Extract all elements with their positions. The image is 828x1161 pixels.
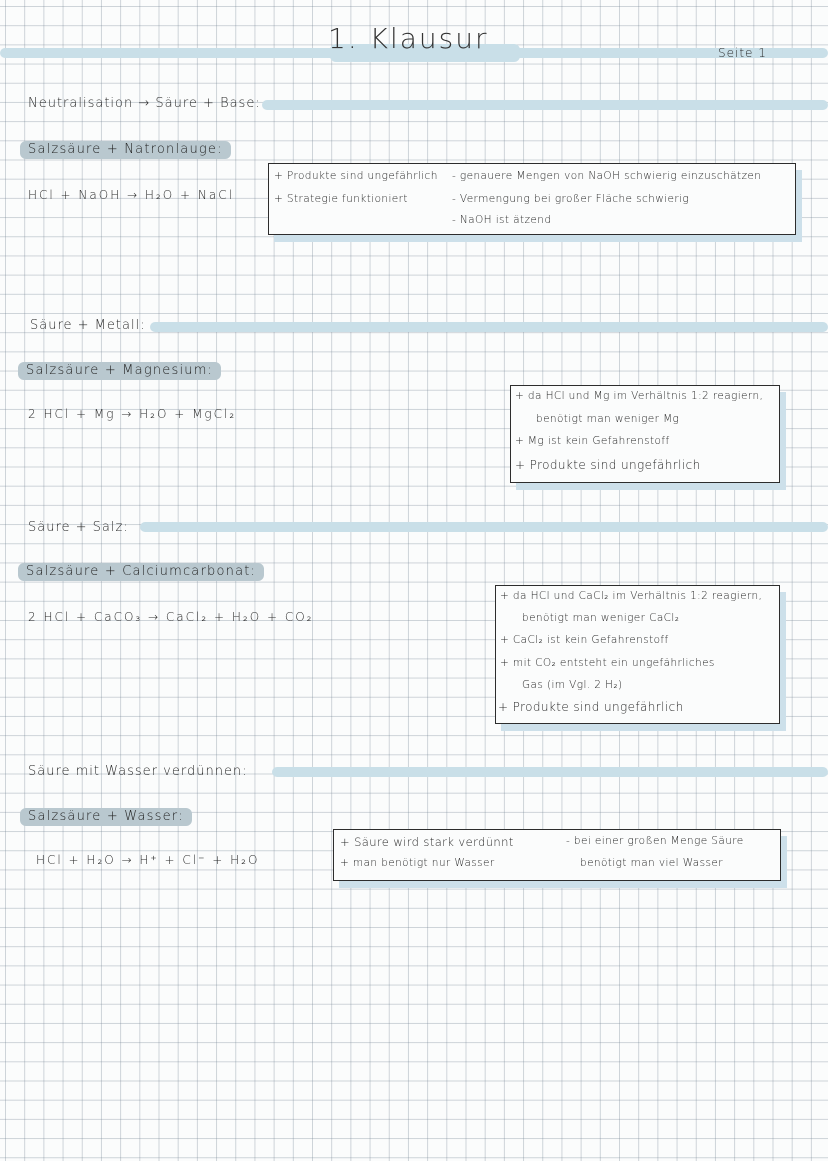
- box-line: + da HCl und CaCl₂ im Verhältnis 1:2 reagiern,: [500, 590, 763, 602]
- equation: 2 HCl + CaCO₃ → CaCl₂ + H₂O + CO₂: [28, 610, 314, 624]
- example-label: Salzsäure + Magnesium:: [18, 362, 221, 380]
- equation: HCl + H₂O → H⁺ + Cl⁻ + H₂O: [36, 853, 260, 867]
- box-line: + Produkte sind ungefährlich: [498, 700, 684, 714]
- box-line: benötigt man weniger CaCl₂: [522, 612, 680, 624]
- equation: 2 HCl + Mg → H₂O + MgCl₂: [28, 407, 237, 421]
- box-line: + da HCl und Mg im Verhältnis 1:2 reagiern,: [515, 390, 764, 402]
- section-heading-neutralisation: Neutralisation → Säure + Base:: [28, 96, 261, 111]
- box-line: + Mg ist kein Gefahrenstoff: [515, 435, 670, 447]
- section-heading-salz: Säure + Salz:: [28, 520, 129, 535]
- equation: HCl + NaOH → H₂O + NaCl: [28, 188, 234, 202]
- section-stripe: [150, 322, 828, 332]
- box-line: + mit CO₂ entsteht ein ungefährliches: [500, 657, 715, 669]
- example-label: Salzsäure + Calciumcarbonat:: [18, 563, 264, 581]
- section-stripe: [262, 100, 828, 110]
- box-line-pro: + man benötigt nur Wasser: [340, 857, 495, 869]
- section-heading-metall: Säure + Metall:: [30, 318, 146, 333]
- box-line-con: - NaOH ist ätzend: [452, 214, 552, 226]
- box-line: + Produkte sind ungefährlich: [515, 458, 701, 472]
- box-line-pro: + Säure wird stark verdünnt: [340, 835, 514, 849]
- page-label: Seite 1: [718, 46, 767, 60]
- box-line-pro: + Produkte sind ungefährlich: [274, 170, 438, 182]
- box-line-con: - Vermengung bei großer Fläche schwierig: [452, 193, 690, 205]
- example-label: Salzsäure + Wasser:: [20, 808, 192, 826]
- box-line-con: - bei einer großen Menge Säure: [566, 835, 744, 847]
- box-line-con: benötigt man viel Wasser: [580, 857, 723, 869]
- section-stripe: [272, 767, 828, 777]
- box-line-con: - genauere Mengen von NaOH schwierig einzuschätzen: [452, 170, 762, 182]
- section-stripe: [140, 522, 828, 532]
- section-heading-wasser: Säure mit Wasser verdünnen:: [28, 764, 248, 779]
- box-line: benötigt man weniger Mg: [536, 413, 680, 425]
- box-line: Gas (im Vgl. 2 H₂): [522, 679, 623, 691]
- example-label: Salzsäure + Natronlauge:: [20, 141, 231, 159]
- box-line-pro: + Strategie funktioniert: [274, 193, 408, 205]
- box-line: + CaCl₂ ist kein Gefahrenstoff: [500, 634, 669, 646]
- page-title: 1. Klausur: [328, 22, 489, 55]
